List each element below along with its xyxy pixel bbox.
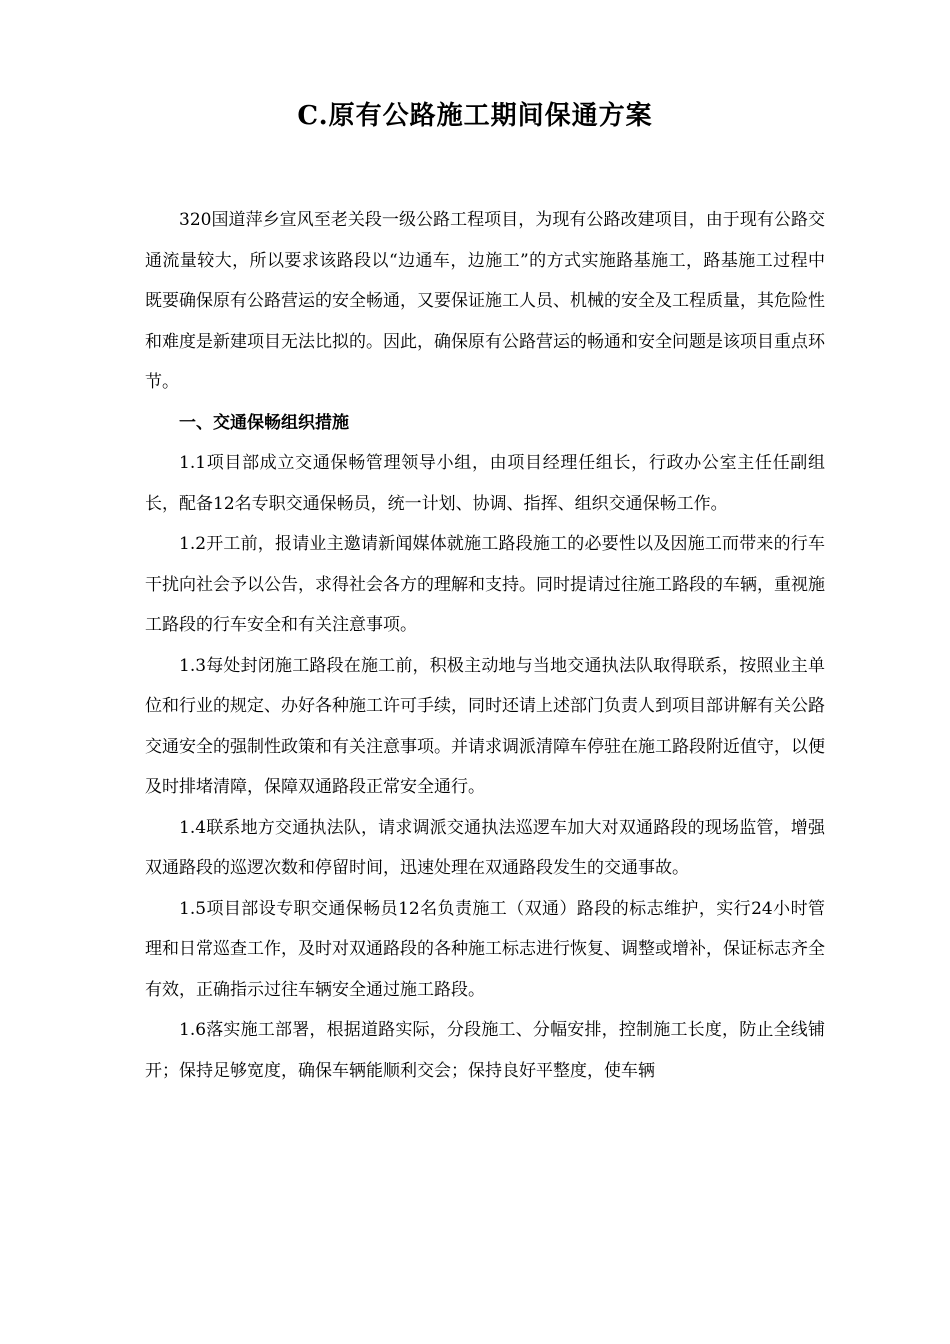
paragraph-1-3: 1.3每处封闭施工路段在施工前，积极主动地与当地交通执法队取得联系，按照业主单位和行业的规定、办好各种施工许可手续，同时还请上述部门负责人到项目部讲解有关公路交通安全的强制性政策和有关注意事项。并请求调派清障车停驻在施工路段附近值守，以便及时排堵清障，保障双通路段正常安全通行。 (145, 655, 825, 797)
paragraph-1-1: 1.1项目部成立交通保畅管理领导小组，由项目经理任组长，行政办公室主任任副组长，配备12名专职交通保畅员，统一计划、协调、指挥、组织交通保畅工作。 (145, 453, 825, 514)
document-body (145, 200, 825, 1091)
intro-paragraph: 320国道萍乡宣风至老关段一级公路工程项目，为现有公路改建项目，由于现有公路交通流量较大，所以要求该路段以“边通车，边施工”的方式实施路基施工，路基施工过程中既要确保原有公路营运的安全畅通，又要保证施工人员、机械的安全及工程质量，其危险性和难度是新建项目无法比拟的。因此，确保原有公路营运的畅通和安全问题是该项目重点环节。 (145, 210, 825, 392)
paragraph-1-5: 1.5项目部设专职交通保畅员12名负责施工（双通）路段的标志维护，实行24小时管理和日常巡查工作，及时对双通路段的各种施工标志进行恢复、调整或增补，保证标志齐全有效，正确指示过往车辆安全通过施工路段。 (145, 898, 825, 1000)
section-heading: 一、交通保畅组织措施 (179, 412, 349, 433)
paragraph-1-4: 1.4联系地方交通执法队，请求调派交通执法巡逻车加大对双通路段的现场监管，增强双通路段的巡逻次数和停留时间，迅速处理在双通路段发生的交通事故。 (145, 817, 825, 878)
paragraph-1-2: 1.2开工前，报请业主邀请新闻媒体就施工路段施工的必要性以及因施工而带来的行车干扰向社会予以公告，求得社会各方的理解和支持。同时提请过往施工路段的车辆，重视施工路段的行车安全和有关注意事项。 (145, 534, 825, 635)
document-title: C.原有公路施工期间保通方案 (297, 101, 653, 131)
paragraph-1-6: 1.6落实施工部署，根据道路实际，分段施工、分幅安排，控制施工长度，防止全线铺开；保持足够宽度，确保车辆能顺利交会；保持良好平整度，使车辆 (145, 1020, 825, 1081)
